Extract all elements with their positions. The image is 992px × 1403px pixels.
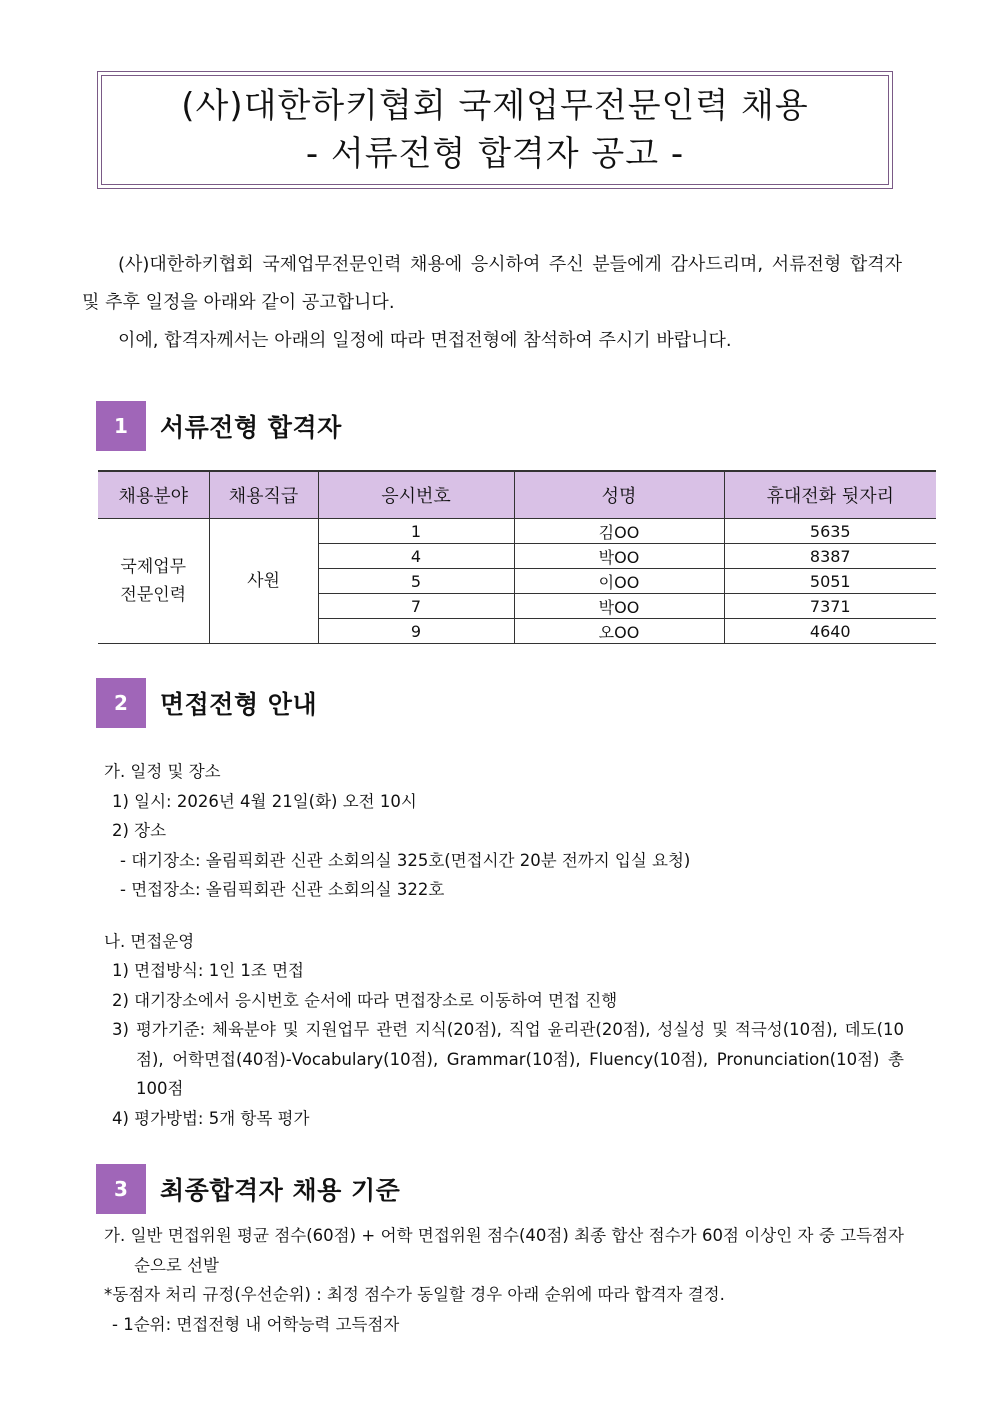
intro-text: [82, 246, 902, 360]
interview-room: - 면접장소: 올림픽회관 신관 소회의실 322호: [120, 880, 445, 899]
header-rank: 채용직급: [209, 471, 318, 519]
intro-paragraph-2: 이에, 합격자께서는 아래의 일정에 따라 면접전형에 참석하여 주시기 바랍니다.: [118, 330, 732, 351]
phone-cell: 5051: [724, 569, 936, 594]
header-field: 채용분야: [98, 471, 209, 519]
section-3-title: 최종합격자 채용 기준: [160, 1176, 401, 1205]
section-3-number: 3: [96, 1164, 146, 1214]
applicant-no-cell: 9: [318, 619, 514, 644]
tie-break-note: *동점자 처리 규정(우선순위) : 최정 점수가 동일할 경우 아래 순위에 따라 합격자 결정.: [104, 1285, 725, 1304]
phone-cell: 4640: [724, 619, 936, 644]
tie-break-rank-1: - 1순위: 면접전형 내 어학능력 고득점자: [112, 1314, 400, 1334]
applicant-no-cell: 4: [318, 544, 514, 569]
applicant-no-cell: 5: [318, 569, 514, 594]
title-line-2: - 서류전형 합격자 공고 -: [305, 134, 685, 174]
header-name: 성명: [514, 471, 724, 519]
header-phone: 휴대전화 뒷자리: [724, 471, 936, 519]
evaluation-criteria: 3) 평가기준: 체육분야 및 지원업무 관련 지식(20점), 직업 윤리관(20점), 성실성 및 적극성(10점), 데도(10점), 어학면접(40점)-Vocabulary(10점), Grammar(10점), Fluency(10점), Pronunciation(10점) 총 100점: [112, 1020, 904, 1098]
section-2-title: 면접전형 안내: [160, 690, 318, 719]
field-line-2: 전문인력: [120, 585, 187, 605]
header-applicant-no: 응시번호: [318, 471, 514, 519]
table-row: [98, 519, 936, 544]
operation-heading: 나. 면접운영: [104, 931, 195, 951]
schedule-heading: 가. 일정 및 장소: [104, 762, 221, 781]
applicant-no-cell: 7: [318, 594, 514, 619]
table-header-row: [98, 471, 936, 519]
name-cell: 박OO: [514, 594, 724, 619]
field-line-1: 국제업무: [120, 557, 187, 577]
section-1-number: 1: [96, 401, 146, 451]
rank-cell: 사원: [209, 519, 318, 644]
name-cell: 이OO: [514, 569, 724, 594]
section-1-title: 서류전형 합격자: [160, 413, 342, 442]
name-cell: 오OO: [514, 619, 724, 644]
field-cell: [98, 519, 209, 644]
section-3-header: [96, 1163, 400, 1215]
waiting-room: - 대기장소: 올림픽회관 신관 소회의실 325호(면접시간 20분 전까지 입실 요청): [120, 850, 691, 870]
title-box: [97, 71, 893, 189]
title-line-1: (사)대한하키협회 국제업무전문인력 채용: [181, 86, 809, 126]
interview-guide: [104, 757, 904, 1133]
phone-cell: 8387: [724, 544, 936, 569]
name-cell: 박OO: [514, 544, 724, 569]
final-criteria: [104, 1221, 904, 1339]
final-selection-rule: 가. 일반 면접위원 평균 점수(60점) + 어학 면접위원 점수(40점) 최종 합산 점수가 60점 이상인 자 중 고득점자 순으로 선발: [104, 1226, 904, 1275]
section-1-header: [96, 400, 342, 452]
schedule-datetime: 1) 일시: 2026년 4월 21일(화) 오전 10시: [112, 791, 417, 811]
name-cell: 김OO: [514, 519, 724, 544]
section-2-number: 2: [96, 678, 146, 728]
document-pass-table: [98, 470, 936, 644]
applicant-no-cell: 1: [318, 519, 514, 544]
page-title: [181, 82, 809, 178]
phone-cell: 7371: [724, 594, 936, 619]
evaluation-method: 4) 평가방법: 5개 항목 평가: [112, 1108, 310, 1128]
interview-procedure: 2) 대기장소에서 응시번호 순서에 따라 면접장소로 이동하여 면접 진행: [112, 990, 618, 1010]
intro-paragraph-1: (사)대한하키협회 국제업무전문인력 채용에 응시하여 주신 분들에게 감사드리며, 서류전형 합격자 및 추후 일정을 아래와 같이 공고합니다.: [82, 254, 902, 313]
phone-cell: 5635: [724, 519, 936, 544]
interview-method: 1) 면접방식: 1인 1조 면접: [112, 961, 304, 980]
section-2-header: [96, 677, 317, 729]
schedule-place-heading: 2) 장소: [112, 821, 167, 840]
